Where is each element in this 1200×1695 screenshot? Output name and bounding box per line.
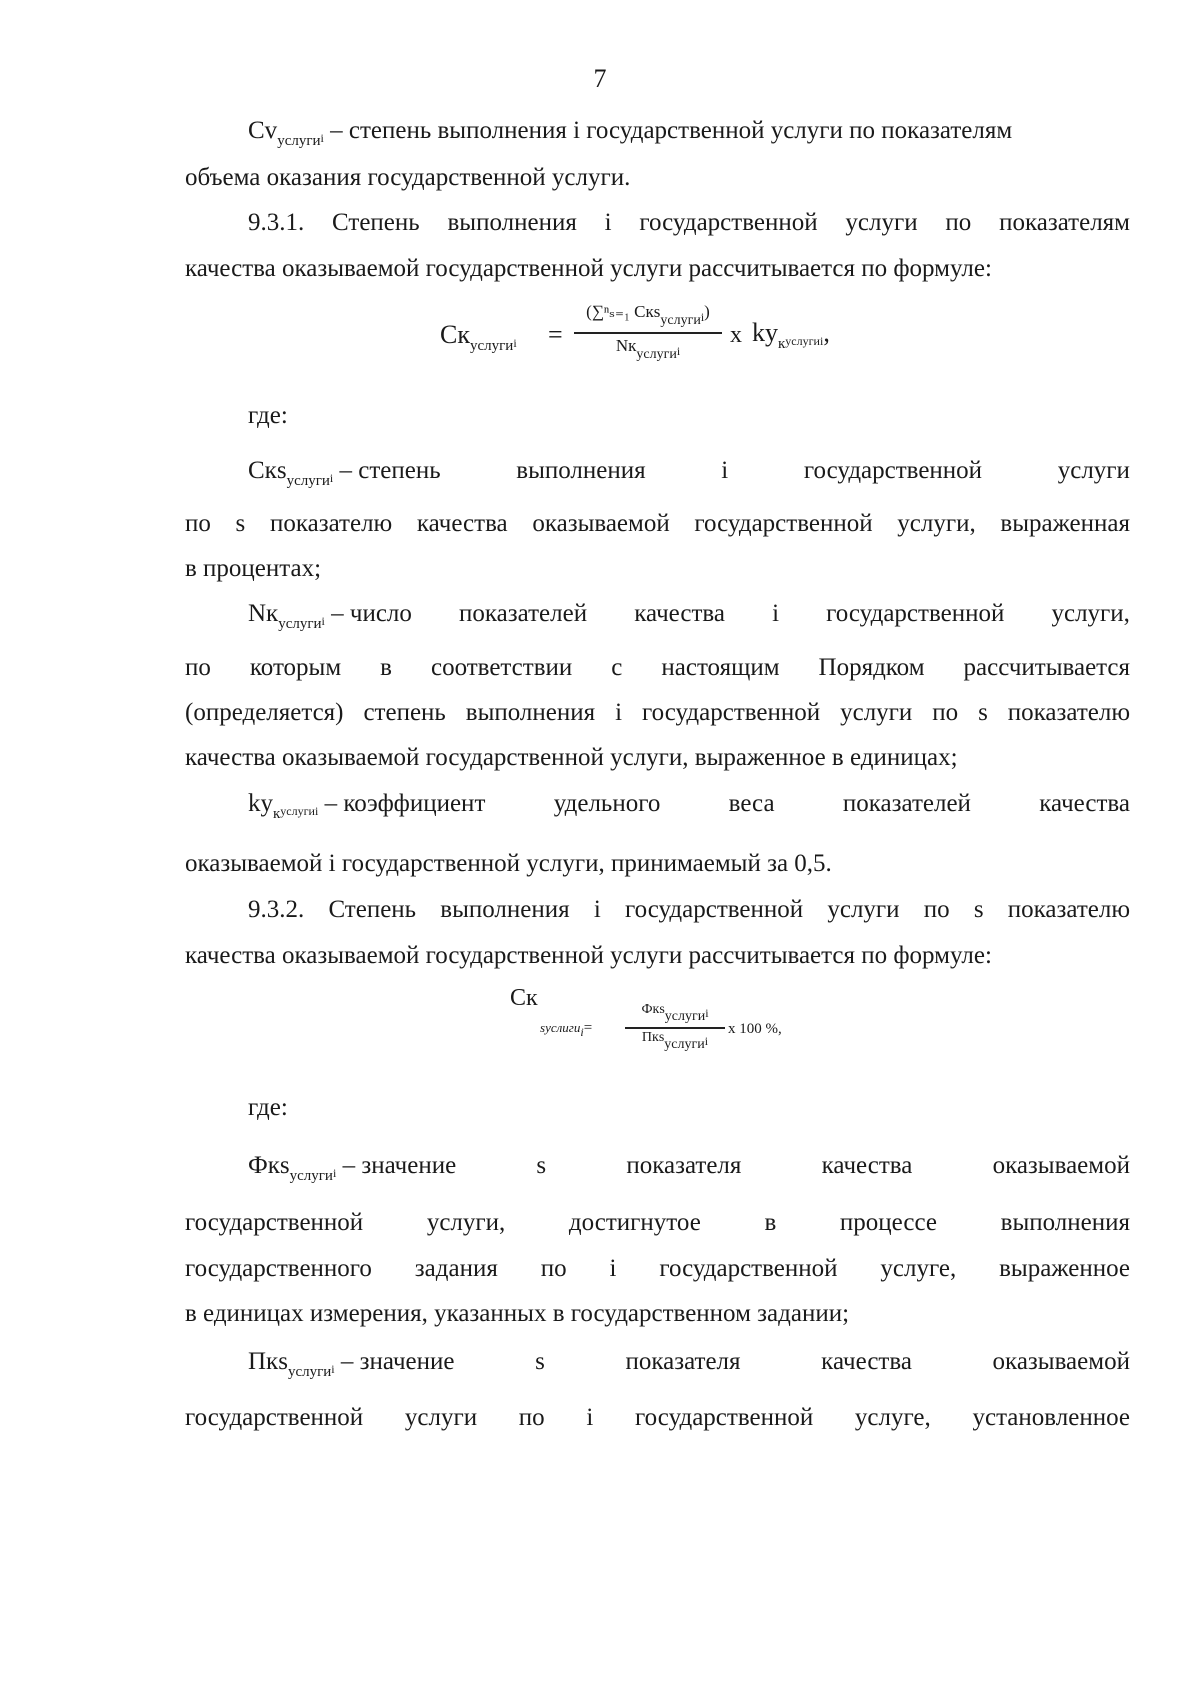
word: услуги,	[1051, 600, 1130, 627]
paragraph-heading-9-3-1: 9.3.1. Степень выполнения i государственной услуги по показателям	[248, 209, 1130, 236]
definition-cv-text: – степень выполнения i государственной услуги по показателям	[330, 117, 1013, 144]
formula-2-tail: x 100 %,	[728, 1021, 782, 1037]
word: государственной	[826, 600, 1005, 627]
term-cv: $Cv_{услуги}i$	[248, 117, 324, 149]
formula-1-equals: =	[548, 320, 563, 349]
paragraph-heading-9-3-2: 9.3.2. Степень выполнения i государственной услуги по s показателю	[248, 896, 1130, 923]
formula-1-denominator: $Nк_{услугиi}$	[615, 336, 681, 362]
word: государственной	[803, 457, 983, 484]
paragraph-line: качества оказываемой государственной услуги рассчитывается по формуле:	[185, 942, 992, 969]
word: качества	[821, 1152, 913, 1179]
definition-ky-line	[248, 788, 1130, 820]
word: показателя	[626, 1152, 742, 1179]
paragraph-line: в единицах измерения, указанных в государственном задании;	[185, 1300, 850, 1327]
paragraph-line: качества оказываемой государственной услуги, выраженное в единицах;	[185, 744, 958, 771]
paragraph-line: государственной услуги, достигнутое в процессе выполнения	[185, 1209, 1130, 1236]
formula-2-lhs-subscript: sуслигиi=	[540, 1020, 593, 1039]
word: показателей	[842, 790, 971, 817]
term-ky: $kу_куслугиi$ – коэффициент	[248, 790, 486, 822]
paragraph-line: по которым в соответствии с настоящим Порядком рассчитывается	[185, 654, 1130, 681]
paragraph-line: объема оказания государственной услуги.	[185, 164, 631, 191]
formula-1-times: x	[730, 322, 742, 348]
word: удельного	[553, 790, 661, 817]
paragraph-line: по s показателю качества оказываемой государственной услуги, выраженная	[185, 510, 1130, 537]
word: i	[772, 600, 780, 627]
word: s	[535, 1348, 545, 1375]
formula-2-lhs-symbol: Ск	[510, 985, 538, 1011]
word: оказываемой	[992, 1348, 1130, 1375]
word: показателей	[459, 600, 588, 627]
paragraph-line: государственного задания по i государственной услуге, выраженное	[185, 1255, 1130, 1282]
term-nk: $Nк_{услуги}i$ – число	[248, 600, 412, 632]
definition-pk-line	[248, 1346, 1130, 1378]
page-number: 7	[593, 64, 607, 93]
word: качества	[821, 1348, 912, 1375]
formula-2-numerator: Фкsуслугиi	[641, 1002, 709, 1024]
fraction-bar	[625, 1027, 725, 1029]
formula-1-coefficient: $kу_куслугиi$,	[752, 318, 830, 352]
formula-2-fraction	[625, 1002, 725, 1060]
definition-ck-line	[248, 455, 1130, 487]
formula-1-fraction	[574, 302, 722, 372]
formula-2-denominator: Пкsуслугиi	[641, 1030, 709, 1052]
word: показателя	[625, 1348, 741, 1375]
definition-fk-line	[248, 1150, 1130, 1182]
definition-cv-line	[248, 115, 1130, 147]
paragraph-line: государственной услуги по i государственной услуге, установленное	[185, 1404, 1130, 1431]
word: веса	[728, 790, 775, 817]
paragraph-line: качества оказываемой государственной услуги рассчитывается по формуле:	[185, 255, 992, 282]
term-cks: Скs$_{услуги}$i – степень	[248, 457, 441, 489]
paragraph-line: оказываемой i государственной услуги, принимаемый за 0,5.	[185, 850, 832, 877]
word: оказываемой	[992, 1152, 1130, 1179]
where-label: где:	[248, 1094, 288, 1121]
term-pk: Пкs$_{услуги}$i – значение	[248, 1348, 455, 1380]
word: качества	[1039, 790, 1130, 817]
paragraph-line: в процентах;	[185, 555, 322, 582]
formula-1-numerator: (∑ⁿₛ₌₁ Скs$_{услугиi}$)	[586, 302, 710, 328]
word: качества	[634, 600, 725, 627]
term-fk: Фкs$_{услуги}$i – значение	[248, 1152, 457, 1184]
fraction-bar	[574, 332, 722, 334]
definition-nk-line	[248, 598, 1130, 630]
word: услуги	[1057, 457, 1130, 484]
formula-1-lhs: $Ск_{услуги}i$	[440, 320, 517, 354]
paragraph-line: (определяется) степень выполнения i государственной услуги по s показателю	[185, 699, 1130, 726]
where-label: где:	[248, 402, 288, 429]
word: s	[536, 1152, 547, 1179]
word: i	[721, 457, 729, 484]
word: выполнения	[516, 457, 646, 484]
